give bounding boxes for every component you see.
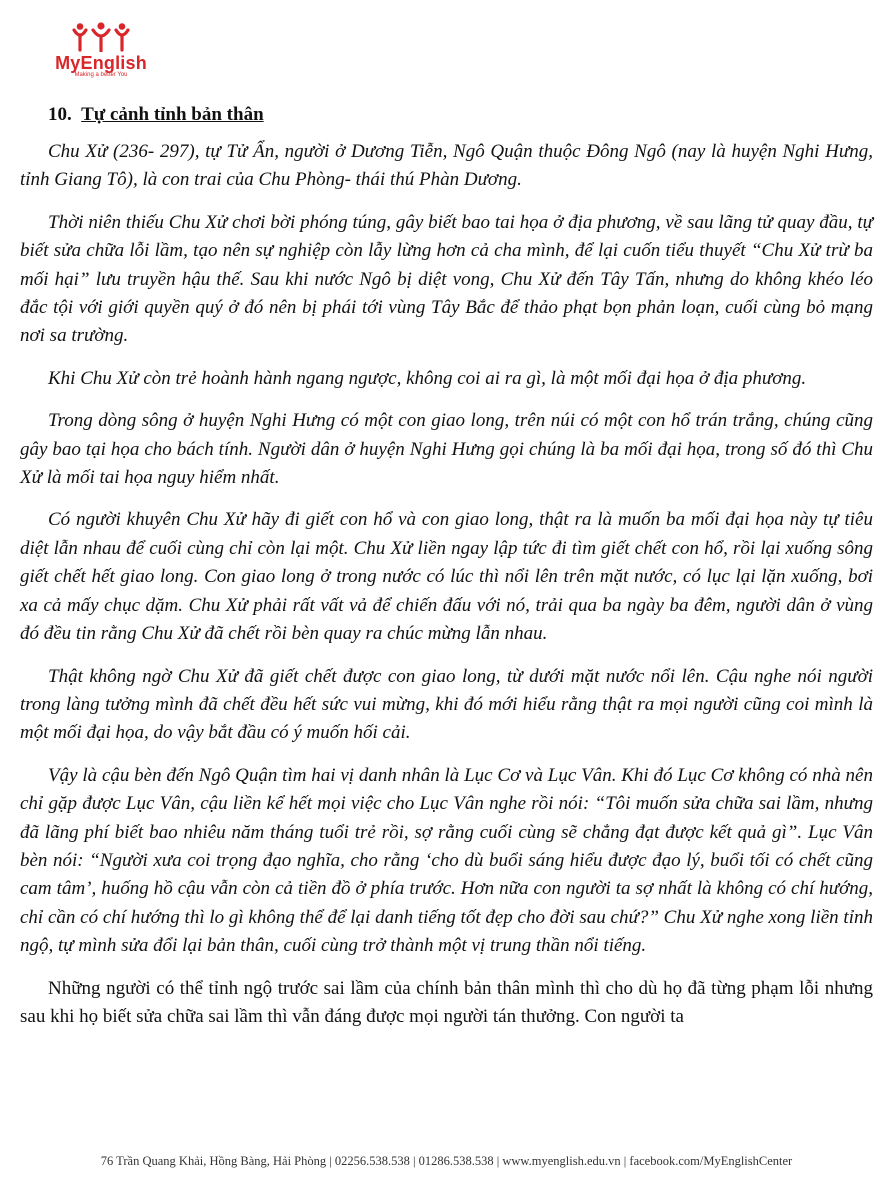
paragraph: Thật không ngờ Chu Xử đã giết chết được con giao long, từ dưới mặt nước nổi lên. Cậu nghe nói người trong làng tưởng mình đã chết đều hết sức vui mừng, khi đó mới hiểu rằng thật ra mọi người cũng coi mình là một mối đại họa, do vậy bắt đầu có ý muốn hối cải. [20,665,873,744]
page-footer: 76 Trần Quang Khải, Hồng Bàng, Hải Phòng | 02256.538.538 | 01286.538.538 | www.myenglish.edu.vn | facebook.com/MyEnglishCenter [100,1154,793,1168]
brand-logo [46,22,156,92]
paragraph: Vậy là cậu bèn đến Ngô Quận tìm hai vị danh nhân là Lục Cơ và Lục Vân. Khi đó Lục Cơ không có nhà nên chỉ gặp được Lục Vân, cậu liền kể hết mọi việc cho Lục Vân nghe rồi nói: “Tôi muốn sửa chữa sai lầm, nhưng đã lãng phí biết bao nhiêu năm tháng tuổi trẻ rồi, sợ rằng cuối cùng sẽ chẳng đạt được kết quả gì”. Lục Vân bèn nói: “Người xưa coi trọng đạo nghĩa, cho rằng ‘cho dù buổi sáng hiểu được đạo lý, buổi tối có chết cũng cam tâm’, huống hồ cậu vẫn còn cả tiền đồ ở phía trước. Hơn nữa con người ta sợ nhất là không có chí hướng, chỉ cần có chí hướng thì lo gì không thể để lại danh tiếng tốt đẹp cho đời sau chứ?” Chu Xử nghe xong liền tỉnh ngộ, tự mình sửa đổi lại bản thân, cuối cùng trở thành một vị trung thần nổi tiếng. [20,764,873,957]
paragraph: Trong dòng sông ở huyện Nghi Hưng có một con giao long, trên núi có một con hổ trán trắng, chúng cũng gây bao tại họa cho bách tính. Người dân ở huyện Nghi Hưng gọi chúng là ba mối đại họa, trong số đó thì Chu Xử là mối tai họa nguy hiểm nhất. [20,410,873,489]
three-people-logo-icon [70,22,132,52]
brand-tagline: Making a better You [74,72,128,78]
paragraph: Có người khuyên Chu Xử hãy đi giết con hổ và con giao long, thật ra là muốn ba mối đại họa này tự tiêu diệt lẫn nhau để cuối cùng chỉ còn lại một. Chu Xử liền ngay lập tức đi tìm giết chết con hổ, rồi lại xuống sông giết chết hết giao long. Con giao long ở trong nước có lúc thì nổi lên trên mặt nước, có lục lại lặn xuống, bơi xa cả mấy chục dặm. Chu Xử phải rất vất vả để chiến đấu với nó, trải qua ba ngày ba đêm, người dân ở vùng đó đều tin rằng Chu Xử đã chết rồi bèn quay ra chúc mừng lẫn nhau. [20,509,873,645]
paragraph: Chu Xử (236- 297), tự Tử Ẩn, người ở Dương Tiễn, Ngô Quận thuộc Đông Ngô (nay là huyện Nghi Hưng, tỉnh Giang Tô), là con trai của Chu Phòng- thái thú Phàn Dương. [20,141,873,191]
section-heading [48,104,873,126]
closing-paragraph: Những người có thể tỉnh ngộ trước sai lầm của chính bản thân mình thì cho dù họ đã từng phạm lỗi nhưng sau khi họ biết sửa chữa sai lầm thì vẫn đáng được mọi người tán thưởng. Con người ta [20,977,873,1027]
section-number: 10. [48,104,72,125]
document-body [20,104,873,1045]
brand-name: MyEnglish [55,53,147,73]
section-title: Tự cảnh tỉnh bản thân [81,104,264,125]
paragraph: Khi Chu Xử còn trẻ hoành hành ngang ngược, không coi ai ra gì, là một mối đại họa ở địa phương. [48,367,807,389]
paragraph: Thời niên thiếu Chu Xử chơi bời phóng túng, gây biết bao tai họa ở địa phương, về sau lãng tử quay đầu, tự biết sửa chữa lỗi lầm, tạo nên sự nghiệp còn lẫy lừng hơn cả cha mình, để lại cuốn tiểu thuyết “Chu Xử trừ ba mối hại” lưu truyền hậu thế. Sau khi nước Ngô bị diệt vong, Chu Xử đến Tây Tấn, nhưng do không khéo léo đắc tội với giới quyền quý ở đó nên bị phái tới vùng Tây Bắc để thảo phạt bọn phản loạn, cuối cùng bỏ mạng nơi sa trường. [20,211,873,347]
